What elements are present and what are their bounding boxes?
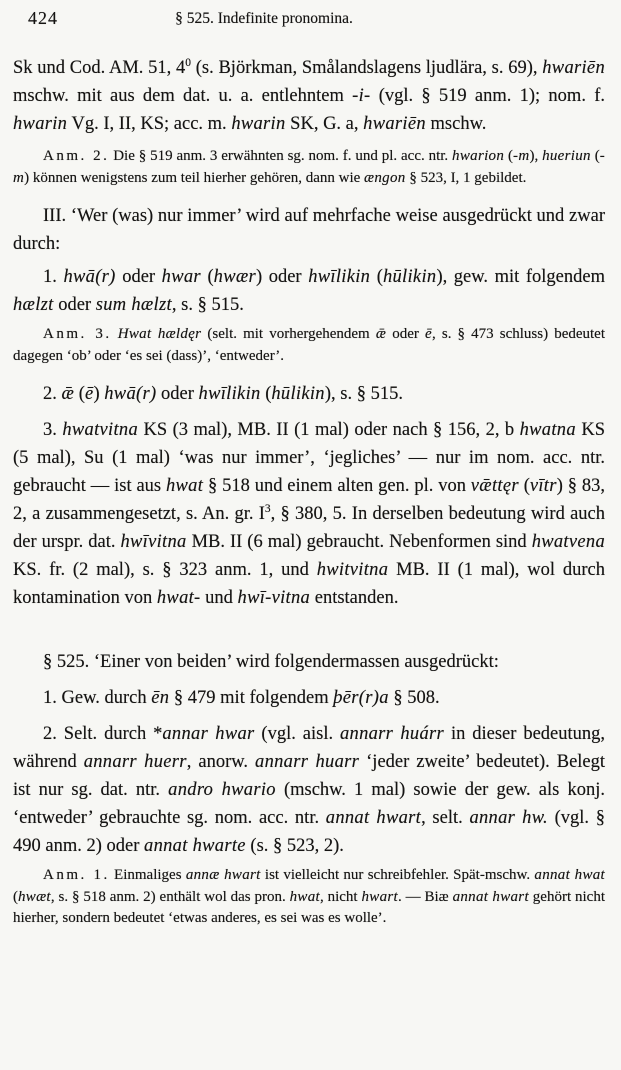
- list-item-iii-2: 2. ǣ (ē) hwā(r) oder hwīlikin (hūlikin), s. § 515.: [43, 384, 403, 404]
- footnote-anm-2: Anm. 2. Die § 519 anm. 3 erwähnten sg. nom. f. und pl. acc. ntr. hwarion (-m), hueriun (-m) können wenigstens zum teil hierher gehören, dann wie ængon § 523, I, 1 gebildet.: [13, 148, 605, 186]
- footnote-anm-1: Anm. 1. Einmaliges annæ hwart ist vielleicht nur schreibfehler. Spät-mschw. annat hwat (hwæt, s. § 518 anm. 2) enthält wol das pron. hwat, nicht hwart. — Biæ annat hwart gehört nicht hierher, sondern bedeutet ‘etwas anderes, es sei was es wolle’.: [13, 867, 606, 926]
- list-item-iii-3: 3. hwatvitna KS (3 mal), MB. II (1 mal) oder nach § 156, 2, b hwatna KS (5 mal), Su (1 mal) ‘was nur immer’, ‘jegliches’ — nur im nom. acc. ntr. gebraucht — ist aus hwat § 518 und einem alten gen. pl. von vǣttęr (vītr) § 83, 2, a zusammengesetzt, s. An. gr. $I^3$, § 380, 5. In derselben bedeutung wird auch der urspr. dat. hwīvitna MB. II (6 mal) gebraucht. Nebenformen sind hwatvena KS. fr. (2 mal), s. § 323 anm. 1, und hwitvitna MB. II (1 mal), wol durch kontamination von hwat- und hwī-vitna entstanden.: [13, 420, 606, 608]
- footnote-anm-3: Anm. 3. Hwat hældęr (selt. mit vorhergehendem ǣ oder ē, s. § 473 schluss) bedeutet dagegen ‘ob’ oder ‘es sei (dass)’, ‘entweder’.: [13, 326, 606, 364]
- page-number: 424: [28, 8, 58, 28]
- paragraph-section-525: § 525. ‘Einer von beiden’ wird folgendermassen ausgedrückt:: [43, 652, 499, 672]
- running-header: [13, 8, 605, 32]
- paragraph-hwarien-continuation: Sk und Cod. AM. 51, $4^0$ (s. Björkman, Smålandslagens ljudlära, s. 69), hwariēn mschw. mit aus dem dat. u. a. entlehntem -i- (vgl. § 519 anm. 1); nom. f. hwarin Vg. I, II, KS; acc. m. hwarin SK, G. a, hwariēn mschw.: [13, 56, 605, 134]
- list-item-525-1: 1. Gew. durch ēn § 479 mit folgendem þēr(r)a § 508.: [43, 688, 440, 708]
- paragraph-section-iii: III. ‘Wer (was) nur immer’ wird auf mehrfache weise ausgedrückt und zwar durch:: [13, 206, 605, 254]
- list-item-525-2: 2. Selt. durch *annar hwar (vgl. aisl. annarr huárr in dieser bedeutung, während annarr huerr, anorw. annarr huarr ‘jeder zweite’ bedeutet). Belegt ist nur sg. dat. ntr. andro hwario (mschw. 1 mal) sowie der gew. als konj. ‘entweder’ gebrauchte sg. nom. acc. ntr. annat hwart, selt. annar hw. (vgl. § 490 anm. 2) oder annat hwarte (s. § 523, 2).: [13, 724, 606, 856]
- running-header-title: § 525. Indefinite pronomina.: [175, 10, 353, 27]
- list-item-iii-1: 1. hwā(r) oder hwar (hwær) oder hwīlikin (hūlikin), gew. mit folgendem hælzt oder sum hælzt, s. § 515.: [13, 267, 605, 315]
